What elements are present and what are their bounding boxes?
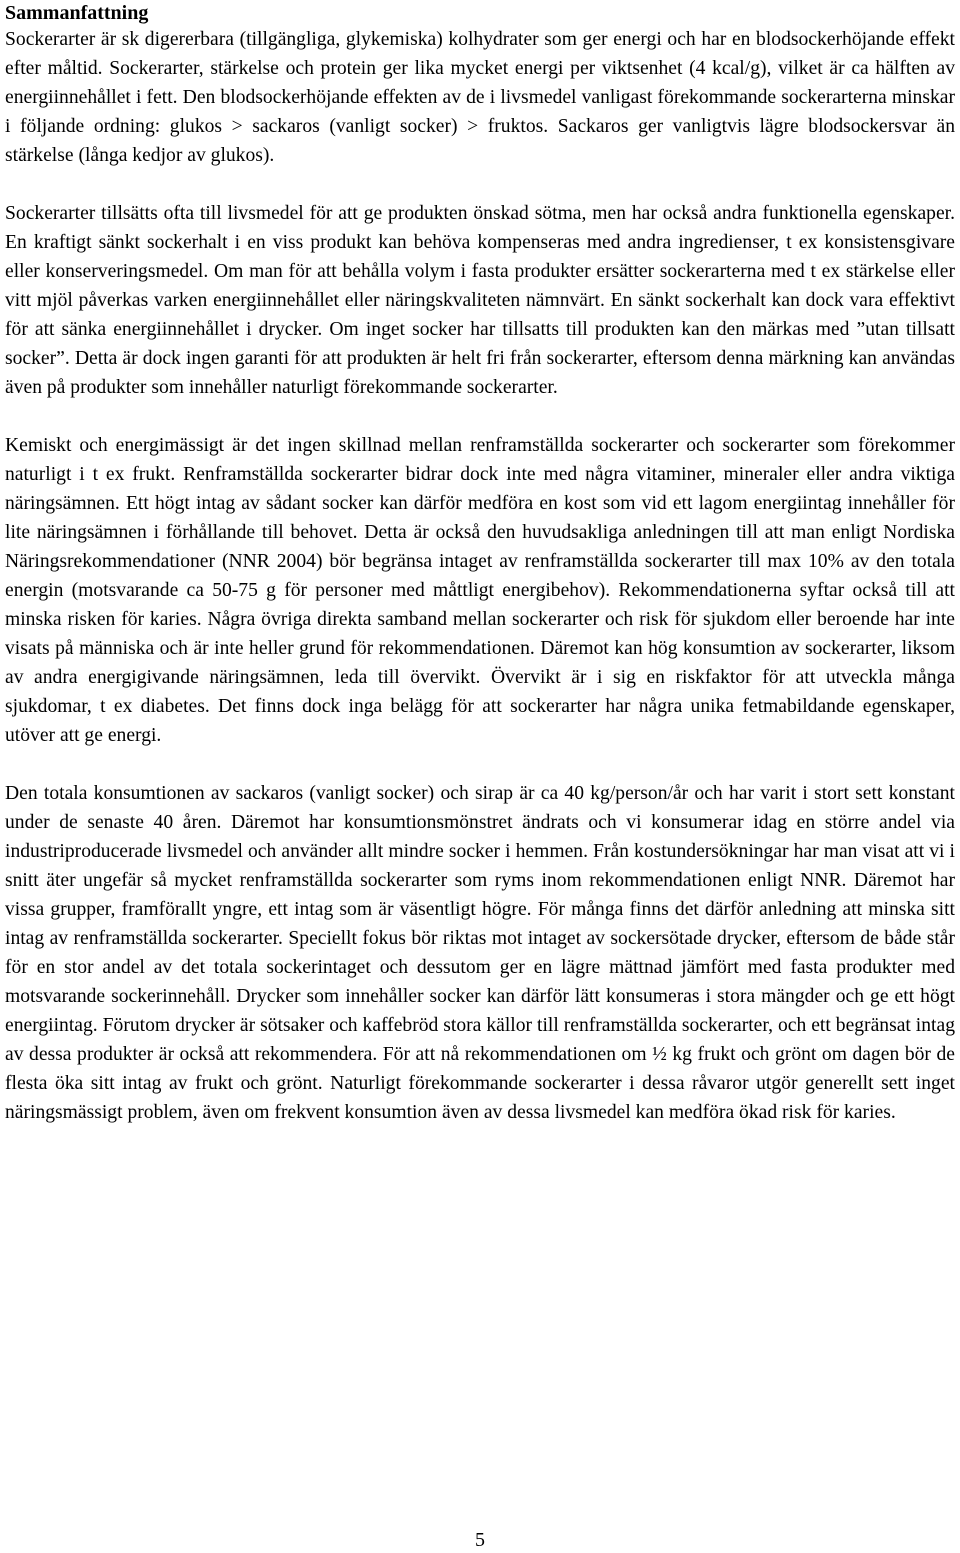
page-number: 5 — [475, 1529, 485, 1551]
paragraph-consumption: Den totala konsumtionen av sackaros (vanligt socker) och sirap är ca 40 kg/person/år och har varit i stort sett konstant under de senaste 40 åren. Däremot har konsumtionsmönstret ändrats och vi konsumerar idag en större andel via industriproducerade livsmedel och använder allt mindre socker i hemmen. Från kostundersökningar har man visat att vi i snitt äter ungefär så mycket renframställda sockerarter som ryms inom rekommendationen enligt NNR. Däremot har vissa grupper, framförallt yngre, ett intag som är väsentligt högre. För många finns det därför anledning att minska sitt intag av renframställda sockerarter. Speciellt fokus bör riktas mot intaget av sockersötade drycker, eftersom de både står för en stor andel av det totala sockerintaget och dessutom ger en lägre mättnad jämfört med fasta produkter med motsvarande sockerinnehåll. Drycker som innehåller socker kan därför lätt konsumeras i stora mängder och ge ett högt energiintag. Förutom drycker är sötsaker och kaffebröd stora källor till renframställda sockerarter, och ett begränsat intag av dessa produkter är också att rekommendera. För att nå rekommendationen om ½ kg frukt och grönt om dagen bör de flesta öka sitt intag av frukt och grönt. Naturligt förekommande sockerarter i dessa råvaror utgör generellt sett inget näringsmässigt problem, även om frekvent konsumtion även av dessa livsmedel kan medföra ökad risk för karies. — [5, 783, 955, 1123]
paragraph-added-sugars: Sockerarter tillsätts ofta till livsmedel för att ge produkten önskad sötma, men har också andra funktionella egenskaper. En kraftigt sänkt sockerhalt i en viss produkt kan behöva kompenseras med andra ingredienser, t ex konsistensgivare eller konserveringsmedel. Om man för att behålla volym i fasta produkter ersätter sockerarterna med t ex stärkelse eller vitt mjöl påverkas varken energiinnehållet eller näringskvaliteten nämnvärt. En sänkt sockerhalt kan dock vara effektivt för att sänka energiinnehållet i drycker. Om inget socker har tillsatts till produkten kan den märkas med ”utan tillsatt socker”. Detta är dock ingen garanti för att produkten är helt fri från sockerarter, eftersom denna märkning kan användas även på produkter som innehåller naturligt förekommande sockerarter. — [5, 203, 955, 398]
section-heading: Sammanfattning — [5, 2, 149, 24]
paragraph-summary-intro: Sockerarter är sk digererbara (tillgängliga, glykemiska) kolhydrater som ger energi och har en blodsockerhöjande effekt efter måltid. Sockerarter, stärkelse och protein ger lika mycket energi per viktsenhet (4 kcal/g), vilket är ca hälften av energiinnehållet i fett. Den blodsockerhöjande effekten av de i livsmedel vanligast förekommande sockerarterna minskar i följande ordning: glukos > sackaros (vanligt socker) > fruktos. Sackaros ger vanligtvis lägre blodsockersvar än stärkelse (långa kedjor av glukos). — [5, 29, 955, 166]
paragraph-nutrition-recommendations: Kemiskt och energimässigt är det ingen skillnad mellan renframställda sockerarter och sockerarter som förekommer naturligt i t ex frukt. Renframställda sockerarter bidrar dock inte med några vitaminer, mineraler eller andra viktiga näringsämnen. Ett högt intag av sådant socker kan därför medföra en kost som vid ett lagom energiintag innehåller för lite näringsämnen i förhållande till behovet. Detta är också den huvudsakliga anledningen till att man enligt Nordiska Näringsrekommendationer (NNR 2004) bör begränsa intaget av renframställda sockerarter till max 10% av den totala energin (motsvarande ca 50-75 g för personer med måttligt energibehov). Rekommendationerna syftar också till att minska risken för karies. Några övriga direkta samband mellan sockerarter och risk för sjukdom eller beroende har inte visats på människa och är inte heller grund för rekommendationen. Däremot kan hög konsumtion av sockerarter, liksom av andra energigivande näringsämnen, leda till övervikt. Övervikt är i sig en riskfaktor för att utveckla många sjukdomar, t ex diabetes. Det finns dock inga belägg för att sockerarter har några unika fetmabildande egenskaper, utöver att ge energi. — [5, 435, 955, 746]
document-page — [5, 0, 955, 1127]
